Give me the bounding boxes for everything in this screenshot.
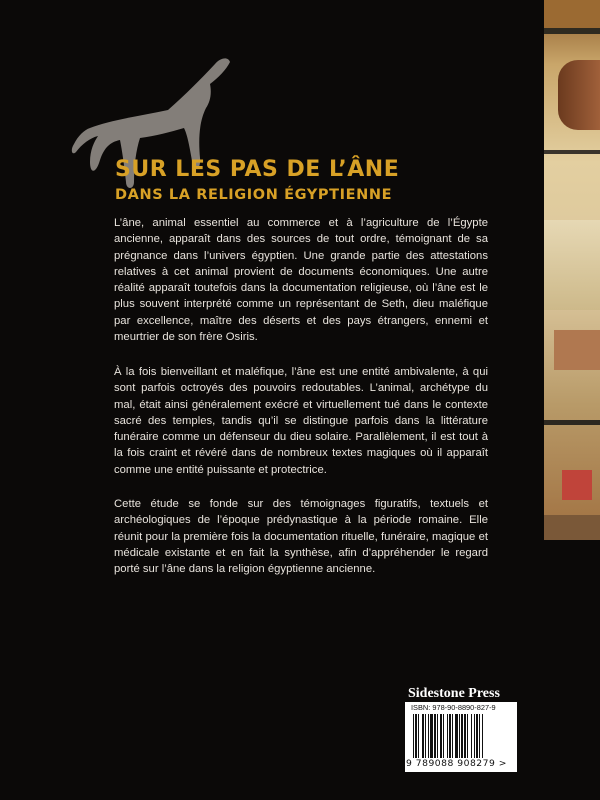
barcode-number: 9 789088 908279 > [406,758,507,769]
isbn-label: ISBN: 978-90-8890-827-9 [411,703,496,712]
barcode-icon [413,714,509,758]
egyptian-painting-strip [544,0,600,540]
cover-subtitle: DANS LA RELIGION ÉGYPTIENNE [115,187,393,203]
barcode-box [405,702,517,772]
blurb-paragraph-2: À la fois bienveillant et maléfique, l’âne est une entité ambivalente, à qui sont parfois octroyés des pouvoirs redoutables. L’animal, archétype du mal, était ainsi généralement exécré et virtuellement tué dans le contexte sacré des temples, tandis qu’il se distingue parfois dans la littérature funéraire comme un défenseur du dieu solaire. Parallèlement, il est tout à la fois craint et révéré dans de nombreux textes magiques où il apparaît comme une entité puissante et protectrice. [114,366,488,476]
blurb-paragraph-1: L’âne, animal essentiel au commerce et à l’agriculture de l’Égypte ancienne, apparaît dans des sources de tout ordre, témoignant de sa prégnance dans l’univers égyptien. Une grande partie des attestations relatives à cet animal provient de documents économiques. Une autre réalité apparaît toutefois dans la documentation religieuse, où l’âne est le plus souvent interprété comme un représentant de Seth, dieu maléfique par excellence, maître des déserts et des pays étrangers, ennemi et meurtrier de son frère Osiris. [114,217,488,344]
blurb-paragraph-3: Cette étude se fonde sur des témoignages figuratifs, textuels et archéologiques de l’époque prédynastique à la période romaine. Elle réunit pour la première fois la documentation rituelle, funéraire, magique et médicale existante et en fait la synthèse, afin d’appréhender le regard porté sur l’âne dans la religion égyptienne ancienne. [114,498,488,576]
publisher-name: Sidestone Press [408,686,500,701]
cover-title: SUR LES PAS DE L’ÂNE [115,157,400,182]
